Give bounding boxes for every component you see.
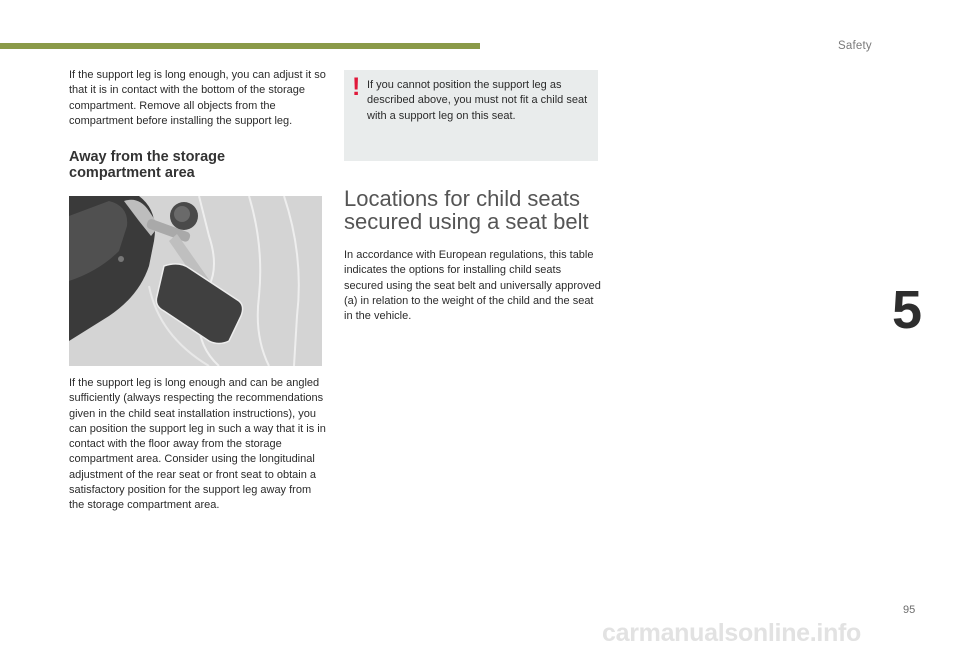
section-heading (344, 187, 614, 233)
warning-exclamation-icon: ! (352, 73, 361, 101)
section-heading-line-1: Locations for child seats (344, 186, 581, 211)
subheading-line-1: Away from the storage (69, 149, 226, 165)
regulations-paragraph: In accordance with European regulations, this table indicates the options for installing child seats secured using the seat belt and universally approved (a) in relation to the weight of the child and the seat in the vehicle. (344, 249, 601, 323)
subheading-line-2: compartment area (69, 164, 195, 181)
child-seat-support-leg-illustration (69, 196, 322, 366)
warning-text: If you cannot position the support leg as described above, you must not fit a child seat with a support leg on this seat. (367, 79, 588, 122)
section-heading-line-2: secured using a seat belt (344, 209, 589, 234)
subheading (69, 150, 329, 181)
header-accent-bar (0, 43, 480, 49)
intro-paragraph: If the support leg is long enough, you can adjust it so that it is in contact with the bottom of the storage compartment. Remove all objects from the compartment before installing the support leg. (69, 69, 326, 127)
support-leg-paragraph: If the support leg is long enough and can be angled sufficiently (always respecting the recommendations given in the child seat installation instructions), you can position the support leg in such a way that it is in contact with the floor away from the storage compartment area. Consider using the longitudinal adjustment of the rear seat or front seat to obtain a satisfactory position for the support leg away from the storage compartment area. (69, 377, 326, 512)
chapter-number: 5 (892, 280, 923, 340)
section-title: Safety (838, 40, 872, 52)
warning-box (344, 70, 598, 161)
watermark: carmanualsonline.info (602, 619, 862, 647)
page-number: 95 (903, 604, 916, 616)
